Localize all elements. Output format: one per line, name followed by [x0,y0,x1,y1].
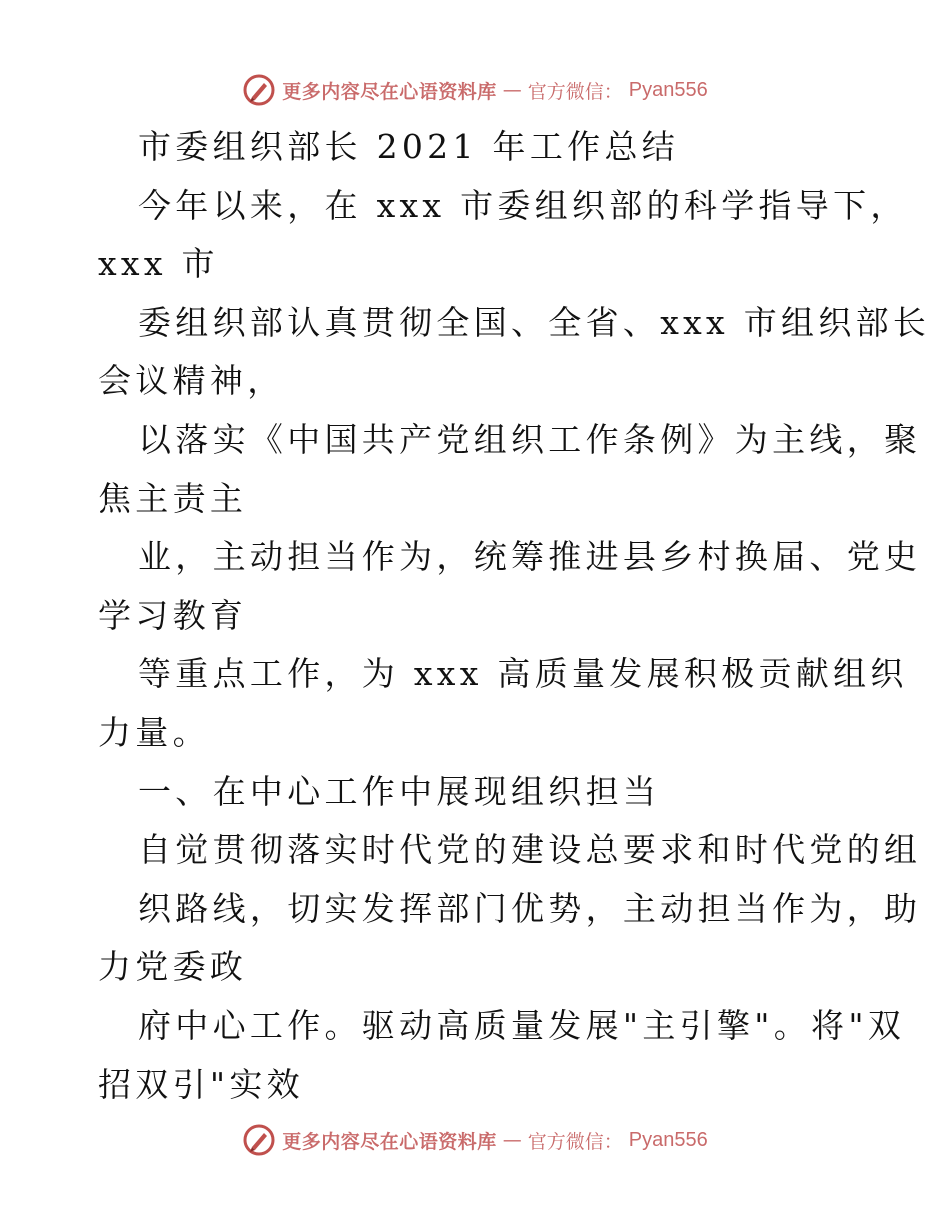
pen-circle-logo-icon [242,1123,276,1157]
document-body [98,118,931,1114]
doc-line: 织路线，切实发挥部门优势，主动担当作为，助 [138,888,922,928]
section-heading: 一、在中心工作中展现组织担当 [138,771,661,811]
banner-wechat-label: 官方微信： [527,1130,623,1153]
doc-title: 市委组织部长 2021 年工作总结 [138,127,680,166]
banner-text: 更多内容尽在心语资料库 [282,1130,497,1153]
doc-line: 府中心工作。驱动高质量发展"主引擎"。将"双 [138,1005,906,1045]
doc-line: 业，主动担当作为，统筹推进县乡村换届、党史 [138,537,922,577]
doc-line: 焦主责主 [98,478,248,518]
banner-wechat-id: Pyan556 [628,1128,708,1151]
doc-line: 以落实《中国共产党组织工作条例》为主线，聚 [138,419,922,459]
banner-wechat-label: 官方微信： [527,80,623,103]
doc-line: xxx 市 [98,244,219,284]
banner-dash: — [502,79,522,101]
doc-line: 力量。 [98,712,210,752]
doc-line: 会议精神， [98,361,285,401]
header-watermark-banner [0,70,950,110]
doc-line: 自觉贯彻落实时代党的建设总要求和时代党的组 [138,830,922,870]
doc-line: 力党委政 [98,947,248,987]
banner-text: 更多内容尽在心语资料库 [282,80,497,103]
footer-watermark-banner [0,1120,950,1160]
doc-line: 招双引"实效 [98,1064,304,1104]
doc-line: 委组织部认真贯彻全国、全省、xxx 市组织部长 [138,302,931,342]
banner-dash: — [502,1129,522,1151]
doc-line: 等重点工作，为 xxx 高质量发展积极贡献组织 [138,654,908,694]
banner-wechat-id: Pyan556 [628,78,708,101]
doc-line: 学习教育 [98,595,248,635]
pen-circle-logo-icon [242,73,276,107]
doc-line: 今年以来，在 xxx 市委组织部的科学指导下， [138,185,908,225]
